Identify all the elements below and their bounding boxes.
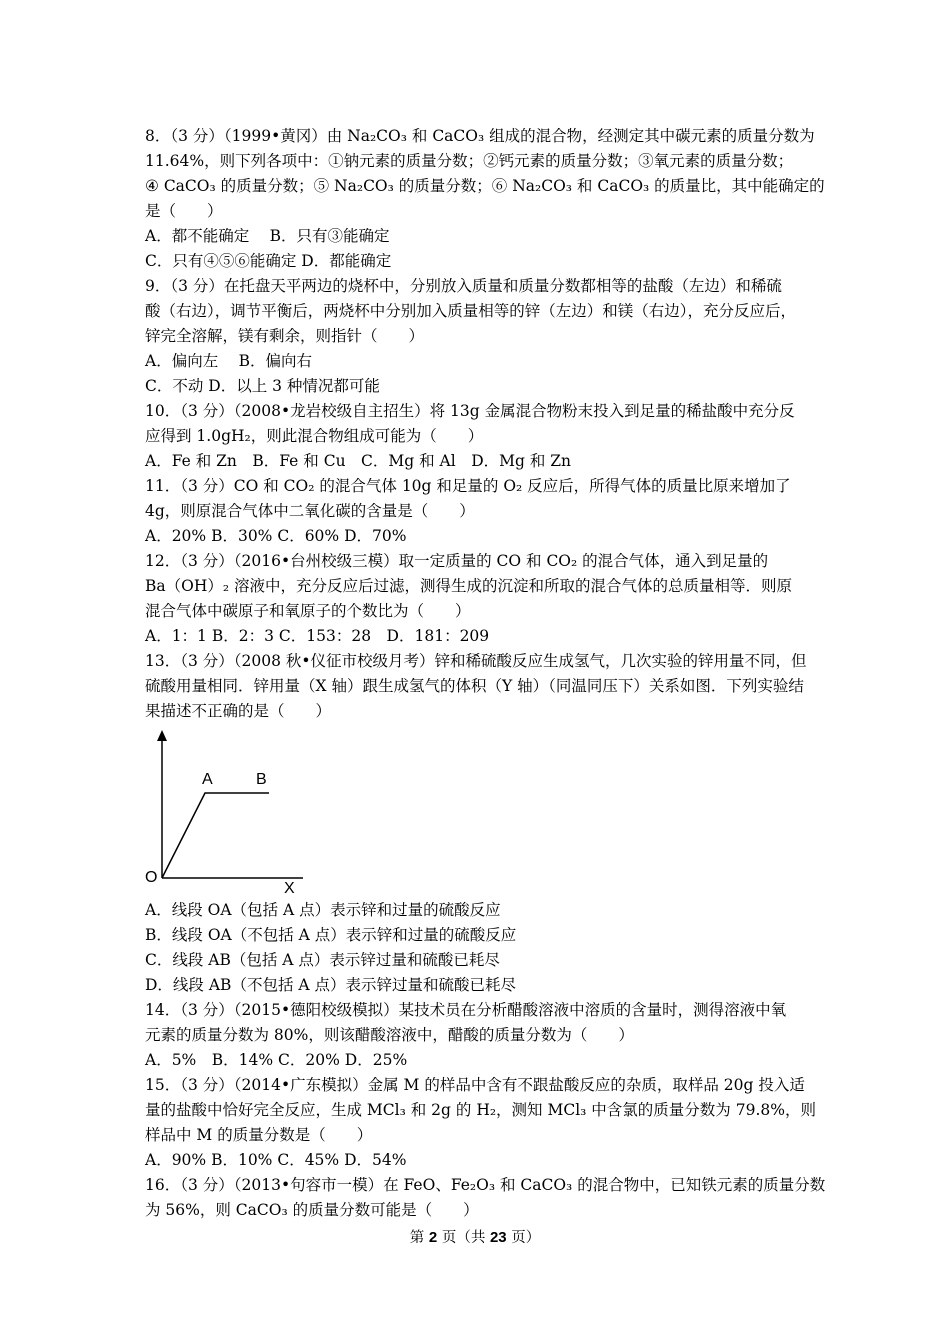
curve-oab [162,793,269,878]
question-text: 锌完全溶解，镁有剩余，则指针（ ） [145,327,425,345]
answer-options: C．不动 D．以上 3 种情况都可能 [145,377,380,395]
question-text: 11.64%，则下列各项中：①钠元素的质量分数；②钙元素的质量分数；③氧元素的质量分数； [145,152,794,170]
question-9 [145,274,811,399]
question-text: 12．（3 分）（2016•台州校级三模）取一定质量的 CO 和 CO₂ 的混合气体，通入到足量的 [145,552,769,570]
question-12 [145,549,811,649]
question-8 [145,124,825,274]
question-text: 酸（右边），调节平衡后，两烧杯中分别加入质量相等的锌（左边）和镁（右边），充分反应后， [145,302,797,320]
question-text: 4g，则原混合气体中二氧化碳的含量是（ ） [145,502,475,520]
question-13 [145,649,811,998]
footer-suffix: 页） [511,1230,541,1246]
question-text: 16．（3 分）（2013•句容市一模）在 FeO、Fe₂O₃ 和 CaCO₃ 的混合物中，已知铁元素的质量分数 [145,1176,826,1194]
x-axis-label: X [284,880,295,897]
total-pages: 23 [489,1229,507,1246]
question-10 [145,399,811,474]
answer-options: A．90% B．10% C．45% D．54% [145,1151,407,1169]
question-text: 8．（3 分）（1999•黄冈）由 Na₂CO₃ 和 CaCO₃ 组成的混合物，经测定其中碳元素的质量分数为 [145,127,815,145]
question-text: 15．（3 分）（2014•广东模拟）金属 M 的样品中含有不跟盐酸反应的杂质，取样品 20g 投入适 [145,1076,805,1094]
question-text: 11．（3 分）CO 和 CO₂ 的混合气体 10g 和足量的 O₂ 反应后，所得气体的质量比原来增加了 [145,477,791,495]
answer-options: A．Fe 和 Zn B．Fe 和 Cu C．Mg 和 Al D．Mg 和 Zn [145,452,572,470]
answer-option: C．线段 AB（包括 A 点）表示锌过量和硫酸已耗尽 [145,951,500,969]
origin-label: O [145,869,158,886]
question-text: 元素的质量分数为 80%，则该醋酸溶液中，醋酸的质量分数为（ ） [145,1026,634,1044]
question-text: 硫酸用量相同．锌用量（X 轴）跟生成氢气的体积（Y 轴）（同温同压下）关系如图．下列实验结 [145,677,804,695]
zinc-hydrogen-graph [145,728,315,898]
graph-axes [145,728,315,898]
question-text: 混合气体中碳原子和氧原子的个数比为（ ） [145,602,471,620]
answer-options: A．偏向左 B．偏向右 [145,352,313,370]
answer-options: A．20% B．30% C．60% D．70% [145,527,407,545]
answer-option: D．线段 AB（不包括 A 点）表示锌过量和硫酸已耗尽 [145,976,516,994]
answer-options: A．1：1 B．2：3 C．153：28 D．181：209 [145,627,490,645]
question-text: 样品中 M 的质量分数是（ ） [145,1126,373,1144]
answer-options: A．都不能确定 B．只有③能确定 [145,227,390,245]
footer-middle: 页（共 [441,1230,486,1246]
question-text: 为 56%，则 CaCO₃ 的质量分数可能是（ ） [145,1201,479,1219]
question-text: 量的盐酸中恰好完全反应，生成 MCl₃ 和 2g 的 H₂，测知 MCl₃ 中含氯的质量分数为 79.8%，则 [145,1101,816,1119]
point-a-label: A [202,771,213,788]
question-11 [145,474,811,549]
page-content [145,124,826,1223]
question-text: 13．（3 分）（2008 秋•仪征市校级月考）锌和稀硫酸反应生成氢气，几次实验的锌用量不同，但 [145,652,807,670]
question-15 [145,1073,816,1173]
question-text: 14．（3 分）（2015•德阳校级模拟）某技术员在分析醋酸溶液中溶质的含量时，测得溶液中氧 [145,1001,787,1019]
question-text: 应得到 1.0gH₂，则此混合物组成可能为（ ） [145,427,484,445]
question-14 [145,998,811,1073]
question-16 [145,1173,826,1223]
page-footer [0,1228,950,1248]
footer-prefix: 第 [409,1230,425,1246]
question-text: 10．（3 分）（2008•龙岩校级自主招生）将 13g 金属混合物粉末投入到足量的稀盐酸中充分反 [145,402,795,420]
point-b-label: B [256,771,267,788]
question-text: 是（ ） [145,202,223,220]
question-text: 果描述不正确的是（ ） [145,702,332,720]
question-text: ④ CaCO₃ 的质量分数；⑤ Na₂CO₃ 的质量分数；⑥ Na₂CO₃ 和 CaCO₃ 的质量比，其中能确定的 [145,177,825,195]
answer-options: C．只有④⑤⑥能确定 D．都能确定 [145,252,392,270]
answer-option: A．线段 OA（包括 A 点）表示锌和过量的硫酸反应 [145,901,501,919]
question-text: Ba（OH）₂ 溶液中，充分反应后过滤，测得生成的沉淀和所取的混合气体的总质量相等．则原 [145,577,792,595]
answer-options: A．5% B．14% C．20% D．25% [145,1051,408,1069]
y-axis-arrow-icon [157,730,167,741]
answer-option: B．线段 OA（不包括 A 点）表示锌和过量的硫酸反应 [145,926,517,944]
page-number: 2 [428,1229,438,1246]
question-text: 9．（3 分）在托盘天平两边的烧杯中，分别放入质量和质量分数都相等的盐酸（左边）和稀硫 [145,277,782,295]
